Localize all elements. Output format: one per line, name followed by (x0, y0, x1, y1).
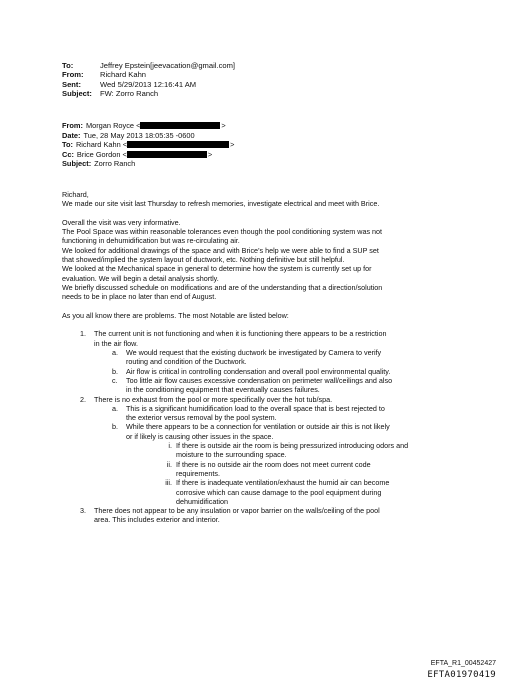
list-line: the exterior versus removal by the pool system. (126, 413, 277, 423)
fw-subject-value: Zorro Ranch (94, 159, 136, 169)
from-label: From: (62, 70, 84, 80)
list-item (160, 441, 452, 460)
paragraph-line: Overall the visit was very informative. (62, 217, 181, 227)
to-value: Jeffrey Epstein[jeevacation@gmail.com] (100, 61, 236, 70)
list-line: Air flow is critical in controlling condensation and overall pool environmental quality. (126, 366, 391, 376)
list-line: If there is outside air the room is being pressurized introducing odors and (176, 441, 409, 451)
fw-from-close: > (221, 121, 226, 130)
from-value: Richard Kahn (100, 70, 147, 80)
redaction-bar (140, 122, 220, 129)
list-line: moisture to the surrounding space. (176, 450, 287, 460)
list-item (80, 395, 452, 404)
fw-from-label: From: (62, 121, 83, 130)
email-header (62, 61, 235, 99)
list-roman: iii. (165, 478, 172, 488)
list-item (160, 460, 452, 479)
fw-from-value: Morgan Royce < (85, 121, 141, 130)
list-line: We would request that the existing ductwork be investigated by Camera to verify (126, 348, 382, 358)
fw-to-label: To: (62, 140, 73, 150)
list-line: If there is no outside air the room does not meet current code (176, 459, 371, 469)
paragraph-line: that showed/implied the system layout of ductwork, etc. Nothing definitive but still helpful. (62, 255, 345, 265)
list-number: 2. (80, 394, 86, 404)
list-item (112, 348, 452, 367)
subject-label: Subject: (62, 89, 92, 99)
bates-number-primary: EFTA_R1_00452427 (430, 660, 496, 667)
list-line: corrosive which can cause damage to the pool equipment during (176, 487, 382, 497)
list-letter: c. (112, 375, 118, 385)
paragraph-line: needs to be in place no later than end of August. (62, 292, 217, 302)
redaction-bar (127, 141, 229, 148)
paragraph-line: The Pool Space was within reasonable tolerances even though the pool conditioning system was not (62, 227, 383, 237)
forwarded-header (62, 121, 234, 169)
list-roman: i. (168, 441, 172, 451)
list-line: in the conditioning equipment that eventually causes failures. (126, 385, 320, 395)
list-letter: a. (112, 348, 118, 358)
list-item (112, 404, 452, 423)
list-line: dehumidification (176, 496, 228, 506)
fw-cc-value: Brice Gordon < (76, 149, 127, 159)
list-line: If there is inadequate ventilation/exhaust the humid air can become (176, 478, 390, 488)
list-line: There does not appear to be any insulation or vapor barrier on the walls/ceiling of the pool (94, 506, 380, 516)
list-line: Too little air flow causes excessive condensation on perimeter wall/ceilings and also (126, 375, 393, 385)
list-number: 3. (80, 506, 86, 516)
sent-value: Wed 5/29/2013 12:16:41 AM (100, 79, 197, 89)
subject-value: FW: Zorro Ranch (100, 89, 159, 99)
paragraph-line: We looked for additional drawings of the space and with Brice’s help we were able to find a SUP set (62, 245, 379, 255)
list-item (112, 422, 452, 441)
to-label: To: (62, 61, 74, 70)
list-item (112, 376, 452, 395)
list-item (160, 478, 452, 506)
list-line: in the air flow. (94, 338, 138, 348)
sent-label: Sent: (62, 79, 81, 89)
paragraph-line: We looked at the Mechanical space in general to determine how the system is currently set up for (62, 264, 372, 274)
list-line: While there appears to be a connection for ventilation or outside air this is not likely (126, 422, 390, 432)
fw-cc-label: Cc: (62, 149, 74, 159)
list-roman: ii. (166, 459, 172, 469)
fw-to-value: Richard Kahn < (75, 140, 128, 150)
paragraph-line: functioning in dehumidification but was re-circulating air. (62, 236, 240, 246)
paragraph-visit: We made our site visit last Thursday to refresh memories, investigate electrical and meet with Brice. (62, 199, 380, 209)
list-line: or if likely is causing other issues in the space. (126, 431, 274, 441)
list-line: There is no exhaust from the pool or more specifically over the hot tub/spa. (94, 394, 333, 404)
paragraph-problems: As you all know there are problems. The most Notable are listed below: (62, 310, 289, 320)
fw-date-value: Tue, 28 May 2013 18:05:35 -0600 (83, 130, 195, 140)
list-item (80, 329, 452, 348)
list-letter: a. (112, 403, 118, 413)
list-letter: b. (112, 422, 118, 432)
list-line: requirements. (176, 468, 220, 478)
list-item (112, 367, 452, 376)
bates-number-secondary: EFTA01970419 (427, 670, 496, 680)
list-item (80, 506, 452, 525)
greeting: Richard, (62, 190, 89, 199)
paragraph-line: evaluation. We will begin a detail analysis shortly. (62, 273, 219, 283)
email-body (62, 190, 452, 525)
list-number: 1. (80, 329, 86, 339)
paragraph-line: We briefly discussed schedule on modifications and are of the understanding that a direction/solution (62, 282, 383, 292)
list-line: routing and condition of the Ductwork. (126, 357, 247, 367)
list-letter: b. (112, 366, 118, 376)
fw-subject-label: Subject: (62, 159, 92, 169)
fw-date-label: Date: (62, 130, 81, 140)
list-line: area. This includes exterior and interior. (94, 515, 220, 525)
fw-to-close: > (230, 140, 235, 150)
redaction-bar (127, 151, 207, 158)
list-line: This is a significant humidification load to the overall space that is best rejected to (126, 403, 385, 413)
list-line: The current unit is not functioning and when it is functioning there appears to be a restriction (94, 329, 387, 339)
fw-cc-close: > (207, 149, 213, 159)
